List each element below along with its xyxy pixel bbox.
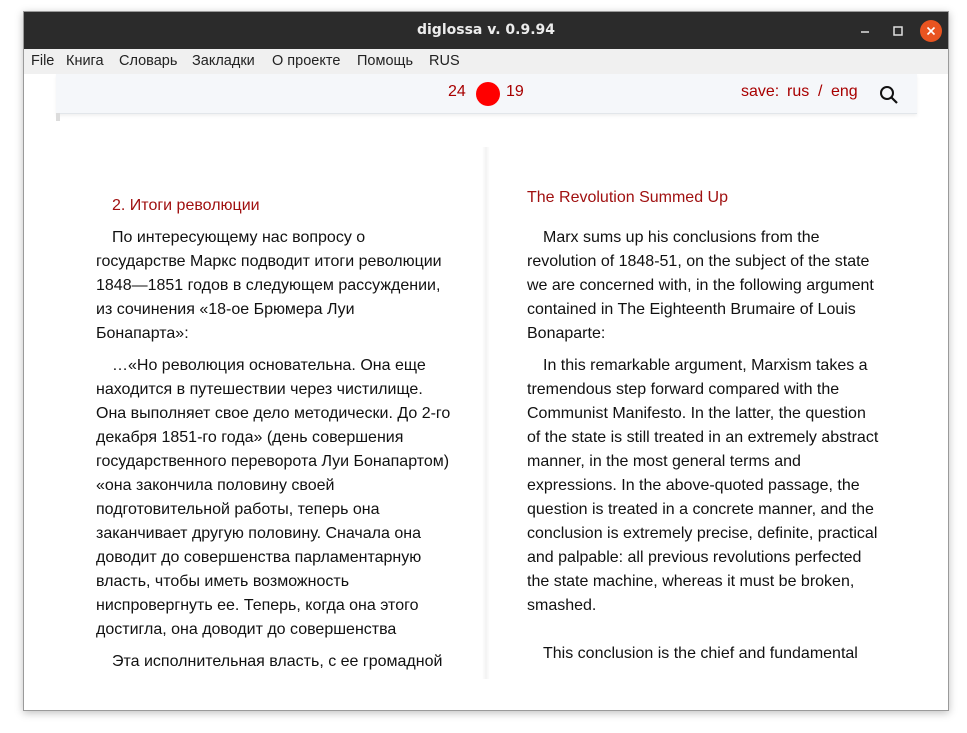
reading-area — [24, 12, 948, 679]
russian-paragraph: Эта исполнительная власть, с ее громадной — [112, 653, 443, 670]
save-eng-link[interactable]: eng — [831, 83, 858, 100]
english-heading: The Revolution Summed Up — [527, 189, 728, 206]
save-label: save: — [741, 83, 780, 100]
menu-help[interactable]: Помощь — [357, 53, 414, 69]
menu-dictionary[interactable]: Словарь — [119, 53, 178, 69]
menu-book[interactable]: Книга — [66, 53, 104, 69]
english-paragraph: Marx sums up his conclusions from the revolution of 1848-51, on the subject of the state we are concerned with, in the following argument contained in The Eighteenth Brumaire of Louis Bonaparte: — [527, 229, 874, 342]
left-page-number: 24 — [448, 83, 466, 100]
english-column — [527, 182, 882, 674]
menu-language[interactable]: RUS — [429, 53, 460, 69]
menu-file[interactable]: File — [31, 53, 55, 69]
russian-paragraph: …«Но революция основательна. Она еще находится в путешествии через чистилище. Она выполняет свое дело методически. До 2-го декабря 1851-го года» (день совершения государственного переворота Луи Бонапартом) «она закончила половину своей подготовительной работы, теперь она заканчивает другую половину. Сначала она доводит до совершенства парламентарную власть, чтобы иметь возможность ниспровергнуть ее. Теперь, когда она этого достигла, она доводит до совершенства — [96, 357, 451, 638]
menu-about[interactable]: О проекте — [272, 53, 341, 69]
english-paragraph: This conclusion is the chief and fundamental — [543, 645, 858, 662]
save-rus-link[interactable]: rus — [787, 83, 810, 100]
russian-column — [96, 182, 451, 679]
menu-bookmarks[interactable]: Закладки — [192, 53, 255, 69]
app-window — [23, 11, 949, 711]
russian-heading: 2. Итоги революции — [112, 197, 260, 214]
window-title: diglossa v. 0.9.94 — [416, 22, 556, 38]
russian-paragraph: По интересующему нас вопросу о государстве Маркс подводит итоги революции 1848—1851 годов в следующем рассуждении, из сочинения «18-ое Брюмера Луи Бонапарта»: — [96, 229, 442, 342]
column-divider — [482, 147, 490, 679]
english-paragraph: In this remarkable argument, Marxism takes a tremendous step forward compared with the Communist Manifesto. In the latter, the question of the state is still treated in an extremely abstract manner, in the most general terms and expressions. In the above-quoted passage, the question is treated in a concrete manner, and the conclusion is extremely precise, definite, practical and palpable: all previous revolutions perfected the state machine, whereas it must be broken, smashed. — [527, 357, 879, 614]
save-separator: / — [818, 83, 823, 100]
right-page-number: 19 — [506, 83, 524, 100]
